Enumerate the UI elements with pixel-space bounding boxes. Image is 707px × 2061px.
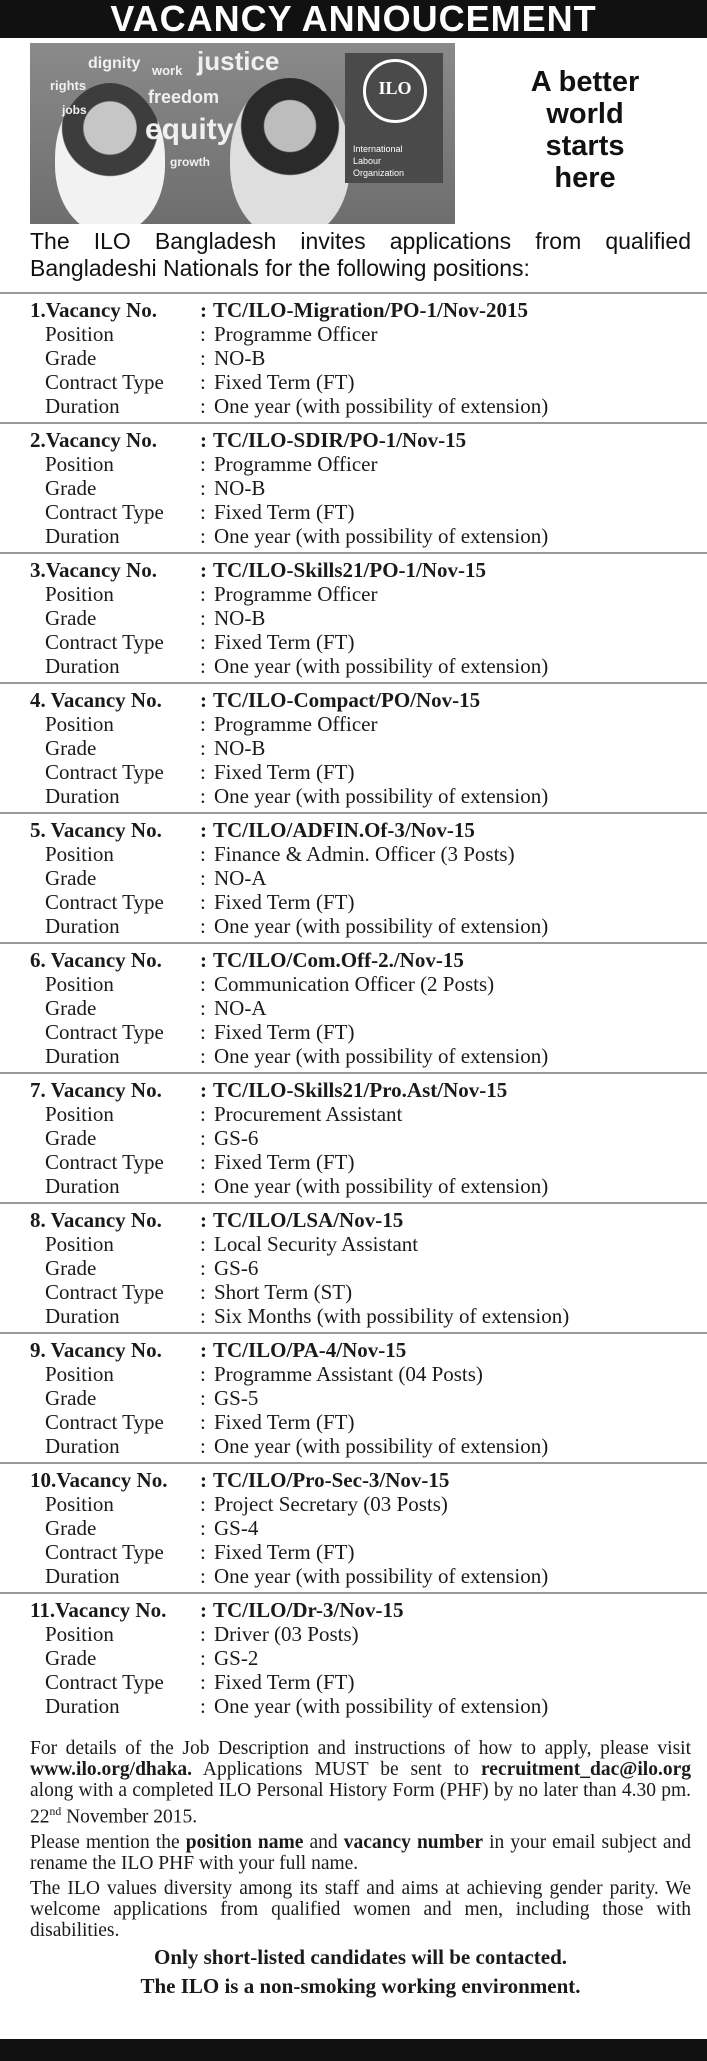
vacancy-number: TC/ILO-Compact/PO/Nov-15 <box>213 688 481 712</box>
vacancy-block <box>0 1334 707 1464</box>
banner-word: growth <box>170 155 210 169</box>
field-label: Position <box>45 1102 114 1126</box>
colon-separator: : <box>200 1598 207 1622</box>
colon-separator: : <box>200 1338 207 1362</box>
colon-separator: : <box>200 1174 206 1198</box>
field-value: GS-2 <box>214 1646 259 1670</box>
field-label: Position <box>45 452 114 476</box>
colon-separator: : <box>200 1126 206 1150</box>
colon-separator: : <box>200 842 206 866</box>
org-line: Organization <box>353 168 405 178</box>
field-value: Fixed Term (FT) <box>214 760 355 784</box>
colon-separator: : <box>200 606 206 630</box>
field-label: Grade <box>45 1646 97 1670</box>
vacancy-number: TC/ILO/Pro-Sec-3/Nov-15 <box>213 1468 450 1492</box>
banner-word: jobs <box>62 103 87 117</box>
colon-separator: : <box>200 1694 206 1718</box>
field-label: Contract Type <box>45 1020 164 1044</box>
field-value: One year (with possibility of extension) <box>214 784 549 808</box>
field-value: Finance & Admin. Officer (3 Posts) <box>214 842 515 866</box>
colon-separator: : <box>200 972 206 996</box>
text: along with a completed ILO Personal History Form (PHF) by no later than 4.30 pm. 22 <box>30 1780 691 1828</box>
field-label: Contract Type <box>45 760 164 784</box>
field-label: Duration <box>45 1434 120 1458</box>
field-value: One year (with possibility of extension) <box>214 524 549 548</box>
vacancy-block <box>0 1594 707 1724</box>
email-link[interactable]: recruitment_dac@ilo.org <box>480 1759 691 1780</box>
vacancy-number: TC/ILO/Com.Off-2./Nov-15 <box>213 948 464 972</box>
field-label: Duration <box>45 784 120 808</box>
banner-word: equity <box>145 113 234 146</box>
field-value: GS-4 <box>214 1516 259 1540</box>
field-label: Duration <box>45 394 120 418</box>
colon-separator: : <box>200 688 207 712</box>
hero-section <box>0 38 707 224</box>
field-label: Contract Type <box>45 500 164 524</box>
org-line: International <box>353 144 403 154</box>
colon-separator: : <box>200 1564 206 1588</box>
vacancy-number: TC/ILO-Skills21/PO-1/Nov-15 <box>213 558 487 582</box>
field-label: Duration <box>45 1044 120 1068</box>
closing-line: Only short-listed candidates will be contacted. <box>154 1944 567 1969</box>
vacancy-heading: 2.Vacancy No. <box>30 428 157 452</box>
field-value: Programme Officer <box>214 582 378 606</box>
field-label: Grade <box>45 736 97 760</box>
emphasis: vacancy number <box>343 1831 484 1853</box>
website-link[interactable]: www.ilo.org/dhaka. <box>30 1759 192 1780</box>
field-value: Programme Officer <box>214 712 378 736</box>
field-value: NO-B <box>214 736 266 760</box>
colon-separator: : <box>200 524 206 548</box>
field-value: Fixed Term (FT) <box>214 370 355 394</box>
field-label: Position <box>45 1232 114 1256</box>
field-value: GS-5 <box>214 1386 259 1410</box>
field-label: Position <box>45 712 114 736</box>
banner-word: work <box>152 63 183 78</box>
field-label: Grade <box>45 476 97 500</box>
colon-separator: : <box>200 1362 206 1386</box>
vacancy-heading: 5. Vacancy No. <box>30 818 162 842</box>
field-label: Grade <box>45 1126 97 1150</box>
vacancy-heading: 11.Vacancy No. <box>30 1598 167 1622</box>
colon-separator: : <box>200 1020 206 1044</box>
colon-separator: : <box>200 1434 206 1458</box>
field-label: Position <box>45 1492 114 1516</box>
vacancy-block <box>0 1464 707 1594</box>
vacancy-block <box>0 294 707 424</box>
field-label: Position <box>45 582 114 606</box>
vacancy-number: TC/ILO-SDIR/PO-1/Nov-15 <box>213 428 467 452</box>
banner-word: justice <box>197 46 280 76</box>
ilo-logo <box>345 53 443 183</box>
field-label: Contract Type <box>45 370 164 394</box>
field-value: Programme Assistant (04 Posts) <box>214 1362 483 1386</box>
field-value: One year (with possibility of extension) <box>214 654 549 678</box>
field-value: One year (with possibility of extension) <box>214 1694 549 1718</box>
vacancy-heading: 4. Vacancy No. <box>30 688 162 712</box>
colon-separator: : <box>200 996 206 1020</box>
diversity-statement: The ILO values diversity among its staff and aims at achieving gender parity. We welcome applications from qualified women and men, including those with disabilities. <box>30 1877 691 1941</box>
footer <box>0 1724 707 1999</box>
vacancy-block <box>0 1074 707 1204</box>
colon-separator: : <box>200 1622 206 1646</box>
colon-separator: : <box>200 1540 206 1564</box>
field-value: Fixed Term (FT) <box>214 630 355 654</box>
colon-separator: : <box>200 582 206 606</box>
field-label: Duration <box>45 914 120 938</box>
vacancy-heading: 8. Vacancy No. <box>30 1208 162 1232</box>
field-label: Position <box>45 972 114 996</box>
field-value: Fixed Term (FT) <box>214 1540 355 1564</box>
field-label: Duration <box>45 1564 120 1588</box>
colon-separator: : <box>200 1468 207 1492</box>
text: in your email subject and rename the ILO PHF with your full name. <box>30 1831 691 1874</box>
field-value: Short Term (ST) <box>214 1280 353 1304</box>
colon-separator: : <box>200 760 206 784</box>
field-value: Fixed Term (FT) <box>214 1410 355 1434</box>
vacancy-heading: 1.Vacancy No. <box>30 298 157 322</box>
field-value: Fixed Term (FT) <box>214 1670 355 1694</box>
intro-paragraph: The ILO Bangladesh invites applications from qualified Bangladeshi Nationals for the following positions: <box>30 228 691 281</box>
colon-separator: : <box>200 1646 206 1670</box>
banner-word: freedom <box>148 87 220 107</box>
vacancy-block <box>0 684 707 814</box>
colon-separator: : <box>200 1280 206 1304</box>
banner-word: dignity <box>88 55 141 72</box>
colon-separator: : <box>200 394 206 418</box>
woman-photo <box>230 78 350 224</box>
field-label: Grade <box>45 996 97 1020</box>
field-value: GS-6 <box>214 1126 259 1150</box>
colon-separator: : <box>200 322 206 346</box>
field-label: Duration <box>45 654 120 678</box>
field-label: Contract Type <box>45 1670 164 1694</box>
field-value: One year (with possibility of extension) <box>214 914 549 938</box>
vacancy-number: TC/ILO/LSA/Nov-15 <box>213 1208 404 1232</box>
field-label: Grade <box>45 1516 97 1540</box>
colon-separator: : <box>200 1102 206 1126</box>
colon-separator: : <box>200 1150 206 1174</box>
vacancy-heading: 9. Vacancy No. <box>30 1338 162 1362</box>
colon-separator: : <box>200 712 206 736</box>
slogan-line: here <box>554 162 616 194</box>
colon-separator: : <box>200 452 206 476</box>
slogan <box>500 66 670 194</box>
ilo-seal-text: ILO <box>378 78 412 98</box>
vacancy-block <box>0 944 707 1074</box>
field-label: Grade <box>45 1386 97 1410</box>
colon-separator: : <box>200 1516 206 1540</box>
field-value: One year (with possibility of extension) <box>214 394 549 418</box>
colon-separator: : <box>200 1304 206 1328</box>
field-value: Project Secretary (03 Posts) <box>214 1492 448 1516</box>
field-value: NO-B <box>214 476 266 500</box>
vacancy-heading: 3.Vacancy No. <box>30 558 157 582</box>
vacancy-heading: 7. Vacancy No. <box>30 1078 162 1102</box>
field-label: Grade <box>45 346 97 370</box>
field-value: Procurement Assistant <box>214 1102 403 1126</box>
vacancy-block <box>0 424 707 554</box>
colon-separator: : <box>200 630 206 654</box>
text: For details of the Job Description and instructions of how to apply, please visit <box>30 1738 691 1759</box>
field-value: Fixed Term (FT) <box>214 890 355 914</box>
field-value: NO-B <box>214 606 266 630</box>
emphasis: position name <box>185 1831 304 1853</box>
banner-image <box>30 43 455 224</box>
field-label: Contract Type <box>45 1540 164 1564</box>
ilo-organization-name <box>353 143 439 179</box>
slogan-line: world <box>546 98 624 130</box>
field-value: Programme Officer <box>214 452 378 476</box>
colon-separator: : <box>200 558 207 582</box>
text: November 2015. <box>61 1806 198 1828</box>
vacancy-number: TC/ILO-Migration/PO-1/Nov-2015 <box>213 298 528 322</box>
vacancy-list <box>0 294 707 1724</box>
vacancy-heading: 10.Vacancy No. <box>30 1468 168 1492</box>
field-value: Driver (03 Posts) <box>214 1622 359 1646</box>
field-label: Duration <box>45 1304 120 1328</box>
colon-separator: : <box>200 500 206 524</box>
text: and <box>303 1831 344 1853</box>
closing-line: The ILO is a non-smoking working environment. <box>140 1973 581 1998</box>
colon-separator: : <box>200 298 207 322</box>
colon-separator: : <box>200 914 206 938</box>
field-label: Position <box>45 842 114 866</box>
colon-separator: : <box>200 1410 206 1434</box>
colon-separator: : <box>200 890 206 914</box>
field-value: NO-B <box>214 346 266 370</box>
ordinal-suffix: nd <box>49 1805 62 1818</box>
field-label: Contract Type <box>45 890 164 914</box>
vacancy-heading: 6. Vacancy No. <box>30 948 162 972</box>
ilo-seal-icon <box>363 59 427 123</box>
colon-separator: : <box>200 1078 207 1102</box>
colon-separator: : <box>200 1256 206 1280</box>
field-label: Grade <box>45 606 97 630</box>
field-label: Duration <box>45 1174 120 1198</box>
field-value: GS-6 <box>214 1256 259 1280</box>
vacancy-number: TC/ILO-Skills21/Pro.Ast/Nov-15 <box>213 1078 508 1102</box>
colon-separator: : <box>200 784 206 808</box>
field-label: Position <box>45 1622 114 1646</box>
colon-separator: : <box>200 1232 206 1256</box>
field-value: Fixed Term (FT) <box>214 1150 355 1174</box>
field-label: Contract Type <box>45 1150 164 1174</box>
field-value: One year (with possibility of extension) <box>214 1174 549 1198</box>
field-value: Fixed Term (FT) <box>214 500 355 524</box>
vacancy-number: TC/ILO/PA-4/Nov-15 <box>213 1338 407 1362</box>
vacancy-number: TC/ILO/Dr-3/Nov-15 <box>213 1598 404 1622</box>
text: Applications MUST be sent to <box>192 1759 481 1780</box>
colon-separator: : <box>200 1670 206 1694</box>
slogan-line: starts <box>545 130 625 162</box>
field-value: Local Security Assistant <box>214 1232 419 1256</box>
colon-separator: : <box>200 736 206 760</box>
colon-separator: : <box>200 654 206 678</box>
field-label: Position <box>45 1362 114 1386</box>
field-label: Position <box>45 322 114 346</box>
colon-separator: : <box>200 1208 207 1232</box>
colon-separator: : <box>200 1386 206 1410</box>
field-label: Duration <box>45 524 120 548</box>
colon-separator: : <box>200 370 206 394</box>
vacancy-block <box>0 1204 707 1334</box>
field-label: Grade <box>45 866 97 890</box>
field-value: One year (with possibility of extension) <box>214 1044 549 1068</box>
page-title: VACANCY ANNOUCEMENT <box>0 0 707 38</box>
colon-separator: : <box>200 428 207 452</box>
org-line: Labour <box>353 156 382 166</box>
field-label: Duration <box>45 1694 120 1718</box>
vacancy-number: TC/ILO/ADFIN.Of-3/Nov-15 <box>213 818 475 842</box>
colon-separator: : <box>200 866 206 890</box>
apply-instructions <box>30 1738 691 1828</box>
colon-separator: : <box>200 948 207 972</box>
subject-instructions <box>30 1832 691 1874</box>
field-value: One year (with possibility of extension) <box>214 1564 549 1588</box>
vacancy-block <box>0 814 707 944</box>
field-value: NO-A <box>214 866 267 890</box>
colon-separator: : <box>200 1044 206 1068</box>
field-label: Contract Type <box>45 630 164 654</box>
field-label: Grade <box>45 1256 97 1280</box>
slogan-line: A better <box>530 66 640 98</box>
bottom-bar <box>0 2039 707 2061</box>
colon-separator: : <box>200 346 206 370</box>
field-label: Contract Type <box>45 1410 164 1434</box>
colon-separator: : <box>200 818 207 842</box>
text: Please mention the <box>30 1831 186 1853</box>
field-value: Six Months (with possibility of extension) <box>214 1304 570 1328</box>
field-value: NO-A <box>214 996 267 1020</box>
banner-word: rights <box>50 78 87 93</box>
vacancy-block <box>0 554 707 684</box>
field-value: One year (with possibility of extension) <box>214 1434 549 1458</box>
colon-separator: : <box>200 476 206 500</box>
field-value: Programme Officer <box>214 322 378 346</box>
field-value: Communication Officer (2 Posts) <box>214 972 495 996</box>
field-value: Fixed Term (FT) <box>214 1020 355 1044</box>
field-label: Contract Type <box>45 1280 164 1304</box>
colon-separator: : <box>200 1492 206 1516</box>
